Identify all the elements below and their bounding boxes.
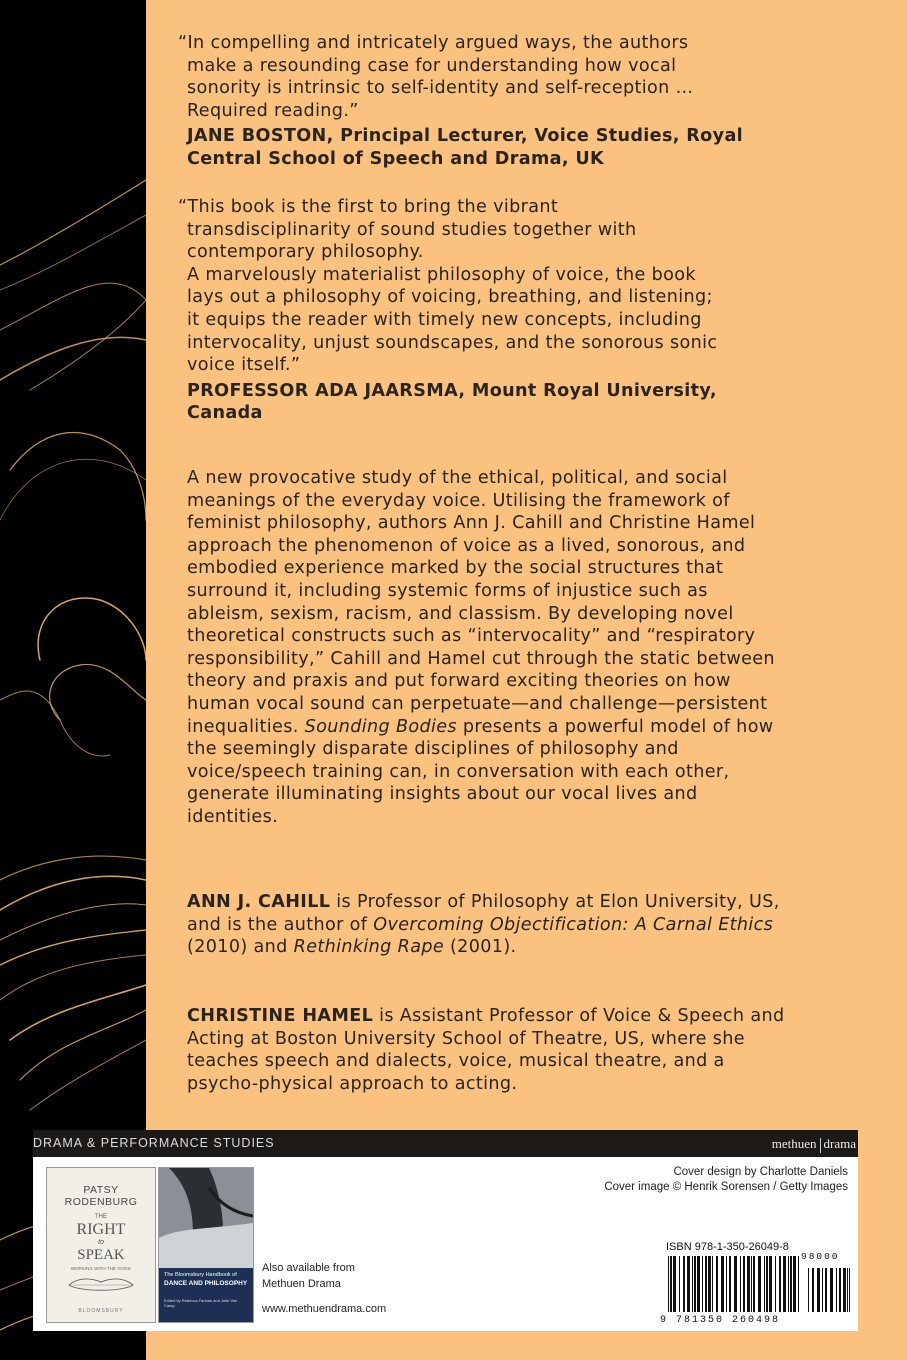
book-thumbnail-dance-philosophy[interactable] — [158, 1167, 254, 1323]
lips-illustration-icon — [67, 1276, 135, 1294]
isbn-barcode — [668, 1256, 850, 1314]
quote-line: sonority is intrinsic to self-identity and self-reception … — [187, 78, 694, 99]
bio-text: is Assistant Professor of Voice & Speech and Acting at Boston University School of Theatre, US, where she teaches speech and dialects, voice, musical theatre, and a psycho-physical approach to acting. — [187, 1006, 785, 1094]
bio-christine-hamel — [187, 1005, 787, 1095]
also-available-line: Also available from — [262, 1262, 355, 1274]
quote-line: it equips the reader with timely new concepts, including — [187, 309, 702, 330]
cover-image-credit: Cover image © Henrik Sorensen / Getty Images — [604, 1181, 848, 1193]
description-text: presents a powerful model of how the seemingly disparate disciplines of philosophy and voice/speech training can, in conversation with each other, generate illuminating insights about our vocal lives and identities. — [187, 716, 774, 827]
description-text: A new provocative study of the ethical, political, and social meanings of the everyday voice. Utilising the framework of feminist philosophy, authors Ann J. Cahill and Christine Hamel approach the phenomenon of voice as a lived, sonorous, and embodied experience marked by the social structures that surround it, including systemic forms of injustice such as ableism, sexism, racism, and classism. By developing novel theoretical constructs such as “intervocality” and “respiratory responsibility,” Cahill and Hamel cut through the static between theory and praxis and put forward exciting theories on how human vocal sound can perpetuate—and challenge—persistent inequalities. — [187, 468, 775, 737]
book-title: DANCE AND PHILOSOPHY — [164, 1280, 248, 1287]
quote-line: Required reading.” — [187, 100, 359, 121]
bio-ann-cahill — [187, 891, 787, 959]
publisher-imprint: drama — [823, 1136, 856, 1151]
book-title-to: to — [98, 1239, 104, 1246]
also-available-text — [262, 1260, 355, 1292]
publisher-logo — [772, 1130, 856, 1157]
book-publisher: BLOOMSBURY — [78, 1308, 124, 1314]
bio-text: is Professor of Philosophy at Elon University, US, and is the author of — [187, 892, 780, 935]
bio-text: (2001). — [444, 937, 517, 958]
also-available-line: Methuen Drama — [262, 1278, 341, 1290]
attribution-line: Canada — [187, 403, 263, 424]
quote-line: voice itself.” — [187, 355, 301, 376]
back-cover-footer — [33, 1157, 858, 1331]
attribution-line: JANE BOSTON, Principal Lecturer, Voice Studies, Royal — [187, 126, 744, 147]
barcode-main-digits: 9 781350 260498 — [660, 1315, 781, 1326]
quote-line: lays out a philosophy of voicing, breathing, and listening; — [187, 287, 713, 308]
book-title-the: THE — [95, 1214, 107, 1220]
publisher-divider — [820, 1138, 821, 1153]
series-label: DRAMA & PERFORMANCE STUDIES — [33, 1136, 275, 1150]
quote-line: transdisciplinarity of sound studies together with — [187, 219, 637, 240]
book-title-right: RIGHT — [76, 1221, 126, 1238]
quote-line: intervocality, unjust soundscapes, and the sonorous sonic — [187, 332, 718, 353]
publisher-url[interactable]: www.methuendrama.com — [262, 1303, 387, 1315]
isbn-label: ISBN 978-1-350-26049-8 — [666, 1241, 789, 1253]
book-title: Rethinking Rape — [293, 937, 445, 958]
book-series: The Bloomsbury Handbook of — [164, 1272, 237, 1278]
quote-line: make a resounding case for understanding how vocal — [187, 55, 677, 76]
book-author: PATSY RODENBURG — [64, 1184, 138, 1208]
quote-line: contemporary philosophy. — [187, 242, 424, 263]
quote-line: “In compelling and intricately argued ways, the authors — [178, 33, 689, 53]
cover-design-credit: Cover design by Charlotte Daniels — [673, 1166, 848, 1178]
quote-jane-boston — [178, 32, 798, 171]
dancer-image-icon — [159, 1168, 253, 1268]
book-editors: Edited by Rebecca Farinas and Julie Van Camp — [164, 1298, 238, 1308]
publisher-name: methuen — [771, 1136, 817, 1151]
author-name: CHRISTINE HAMEL — [187, 1006, 374, 1026]
attribution-line: Central School of Speech and Drama, UK — [187, 148, 605, 169]
book-title-speak: SPEAK — [77, 1247, 125, 1263]
attribution-line: PROFESSOR ADA JAARSMA, Mount Royal University, — [187, 380, 717, 401]
book-title: Sounding Bodies — [304, 716, 457, 737]
book-description — [187, 467, 787, 829]
barcode-addon-digits: 98000 — [801, 1251, 840, 1262]
book-thumbnail-right-to-speak[interactable] — [46, 1167, 156, 1323]
quote-line: “This book is the first to bring the vibrant — [178, 197, 559, 217]
author-name: ANN J. CAHILL — [187, 892, 331, 912]
quote-ada-jaarsma — [178, 196, 798, 425]
series-bar — [33, 1130, 858, 1157]
book-subtitle: WORKING WITH THE VOICE — [70, 1266, 132, 1271]
book-title: Overcoming Objectification: A Carnal Ethics — [373, 914, 774, 935]
bio-text: (2010) and — [187, 937, 294, 958]
quote-line: A marvelously materialist philosophy of voice, the book — [187, 264, 696, 285]
